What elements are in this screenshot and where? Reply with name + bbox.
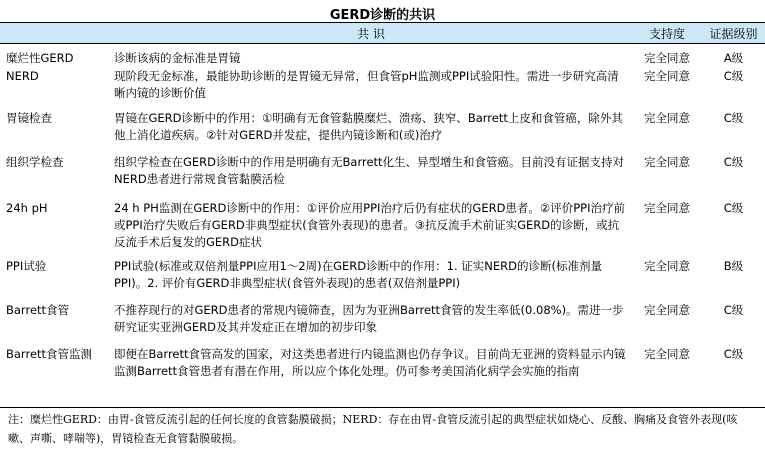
row-text: 胃镜在GERD诊断中的作用：①明确有无食管黏膜糜烂、溃疡、狭窄、Barrett上皮和食管癌，除外其他上消化道疾病。②针对GERD并发症，提供内镜诊断和(或)治疗 [114, 110, 623, 142]
row-level: C级 [723, 302, 744, 317]
row-name: 糜烂性GERD [6, 51, 74, 65]
row-support: 完全同意 [644, 51, 690, 65]
table-row [0, 154, 765, 200]
row-support: 完全同意 [644, 302, 690, 317]
row-name: Barrett食管监测 [6, 346, 93, 361]
row-name: PPI试验 [6, 258, 47, 273]
row-level: C级 [723, 110, 744, 125]
table-row [0, 44, 765, 68]
row-text: 诊断该病的金标准是胃镜 [114, 51, 241, 65]
row-text: 组织学检查在GERD诊断中的作用是明确有无Barrett化生、异型增生和食管癌。目前没有证据支持对NERD患者进行常规食管黏膜活检 [114, 154, 625, 186]
table-row [0, 346, 765, 408]
row-support: 完全同意 [644, 200, 690, 215]
table-title: GERD诊断的共识 [329, 8, 436, 23]
header-level: 证据级别 [702, 23, 765, 44]
row-level: C级 [723, 200, 744, 215]
row-name: 胃镜检查 [6, 110, 52, 125]
row-name: Barrett食管 [6, 302, 70, 317]
table-row [0, 200, 765, 258]
row-support: 完全同意 [644, 346, 690, 361]
row-name: 组织学检查 [6, 154, 64, 169]
table-row [0, 68, 765, 110]
row-level: C级 [723, 68, 744, 83]
row-text: PPI试验(标准或双倍剂量PPI应用1～2周)在GERD诊断中的作用：1. 证实NERD的诊断(标准剂量PPI)。2. 评价有GERD非典型症状(食管外表现)的患者(双倍剂量PPI) [114, 258, 602, 290]
row-text: 即便在Barrett食管高发的国家，对这类患者进行内镜监测也仍存争议。目前尚无亚洲的资料显示内镜监测Barrett食管患者有潜在作用，所以应个体化处理。仍可参考美国消化病学会实施的指南 [114, 346, 626, 378]
consensus-table [0, 22, 765, 408]
header-item [0, 23, 110, 44]
header-consensus: 共 识 [110, 23, 632, 44]
row-text: 24 h PH监测在GERD诊断中的作用：①评价应用PPI治疗后仍有症状的GERD患者。②评价PPI治疗前或PPI治疗失败后有GERD非典型症状(食管外表现)的患者。③抗反流手术前证实GERD的诊断，或抗反流手术后复发的GERD症状 [114, 200, 625, 249]
row-level: B级 [723, 258, 744, 273]
row-text: 不推荐现行的对GERD患者的常规内镜筛查，因为为亚洲Barrett食管的发生率低(0.08%)。需进一步研究证实亚洲GERD及其并发症正在增加的初步印象 [114, 302, 624, 334]
row-level: C级 [723, 154, 744, 169]
table-row [0, 258, 765, 302]
table-header-row [0, 23, 765, 44]
row-support: 完全同意 [644, 110, 690, 125]
header-support: 支持度 [632, 23, 702, 44]
row-level: C级 [723, 346, 744, 361]
row-text: 现阶段无金标准，最能协助诊断的是胃镜无异常，但食管pH监测或PPI试验阳性。需进一步研究高清晰内镜的诊断价值 [114, 68, 619, 100]
row-support: 完全同意 [644, 68, 690, 83]
row-name: NERD [6, 68, 39, 83]
row-level: A级 [723, 51, 744, 65]
table-note: 注：糜烂性GERD：由胃-食管反流引起的任何长度的食管黏膜破损；NERD：存在由胃-食管反流引起的典型症状如烧心、反酸、胸痛及食管外表现(咳嗽、声嘶、哮喘等)，胃镜检查无食管黏膜破损。 [8, 413, 738, 445]
table-row [0, 110, 765, 154]
row-name: 24h pH [6, 200, 48, 215]
row-support: 完全同意 [644, 258, 690, 273]
row-support: 完全同意 [644, 154, 690, 169]
table-row [0, 302, 765, 346]
